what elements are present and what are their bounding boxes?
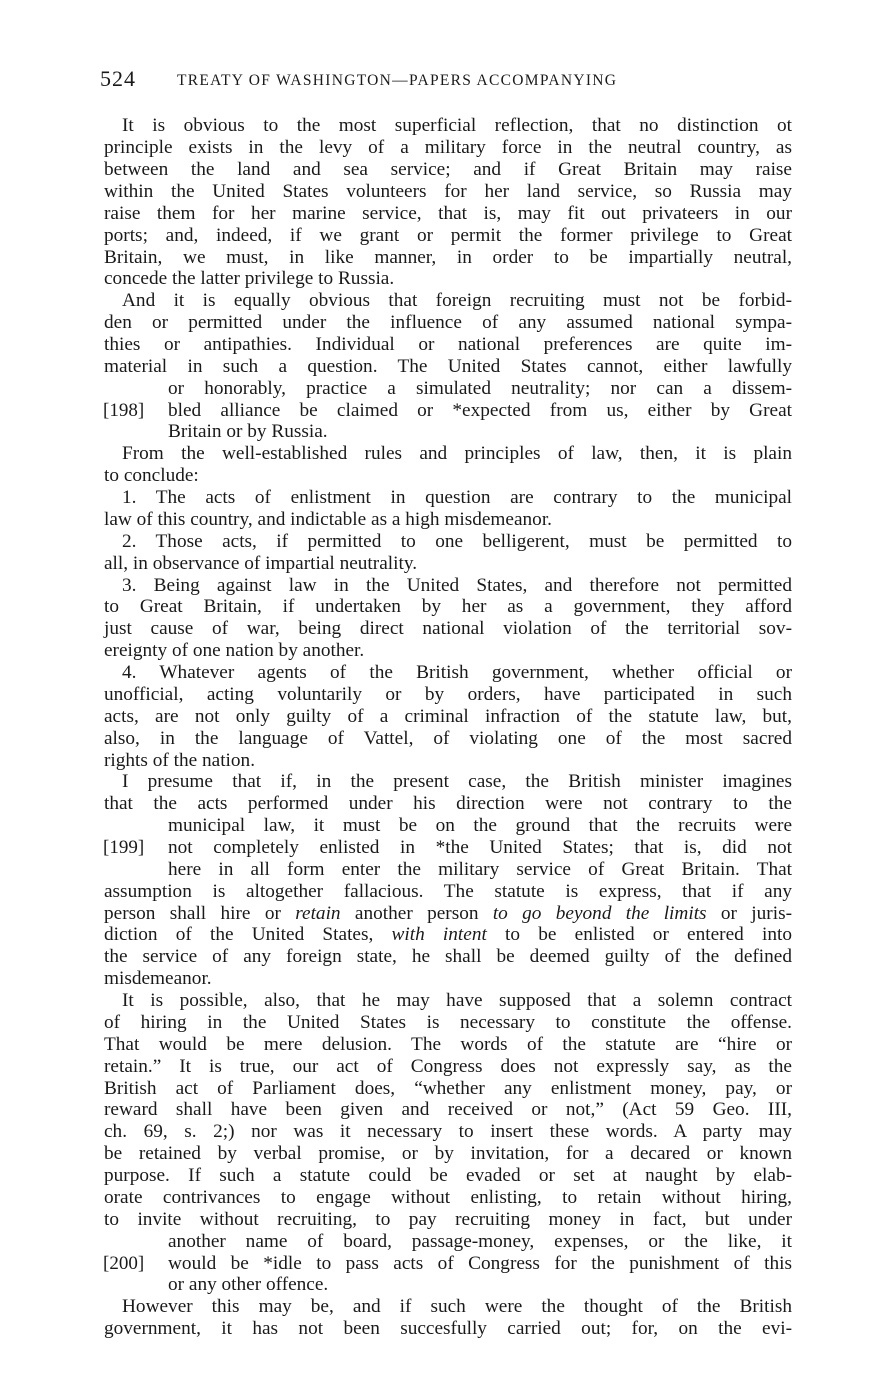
text-line: reward shall have been given and received or not,” (Act 59 Geo. III,	[104, 1099, 792, 1120]
text-line: government, it has not been succesfully carried out; for, on the evi-	[104, 1318, 792, 1339]
text-line: However this may be, and if such were the thought of the British	[122, 1296, 792, 1317]
text-line: assumption is altogether fallacious. The statute is express, that if any	[104, 881, 792, 902]
text-line: material in such a question. The United States cannot, either lawfully	[104, 356, 792, 377]
text-line: Britain, we must, in like manner, in order to be impartially neutral,	[104, 247, 792, 268]
text-line: I presume that if, in the present case, the British minister imagines	[122, 771, 792, 792]
text-line: Britain or by Russia.	[168, 421, 328, 442]
text-line: That would be mere delusion. The words of the statute are “hire or	[104, 1034, 792, 1055]
running-title: TREATY OF WASHINGTON—PAPERS ACCOMPANYING	[177, 72, 618, 89]
text-run: to be enlisted or entered into	[486, 924, 792, 945]
text-line: 1. The acts of enlistment in question are contrary to the municipal	[122, 487, 792, 508]
text-line: orate contrivances to engage without enlisting, to retain without hiring,	[104, 1187, 792, 1208]
text-line: of hiring in the United States is necessary to constitute the offense.	[104, 1012, 792, 1033]
text-line: that the acts performed under his direction were not contrary to the	[104, 793, 792, 814]
text-line: thies or antipathies. Individual or national preferences are quite im-	[104, 334, 792, 355]
text-line: retain.” It is true, our act of Congress does not expressly say, as the	[104, 1056, 792, 1077]
text-line: all, in observance of impartial neutrality.	[104, 553, 418, 574]
margin-page-reference: [198]	[103, 400, 145, 421]
text-line: within the United States volunteers for her land service, so Russia may	[104, 181, 792, 202]
italic-run: with intent	[391, 924, 487, 945]
text-line: municipal law, it must be on the ground that the recruits were	[168, 815, 792, 836]
text-line: principle exists in the levy of a military force in the neutral country, as	[104, 137, 792, 158]
text-line: purpose. If such a statute could be evaded or set at naught by elab-	[104, 1165, 792, 1186]
text-line: den or permitted under the influence of any assumed national sympa-	[104, 312, 792, 333]
margin-page-reference: [199]	[103, 837, 145, 858]
text-line: to Great Britain, if undertaken by her as a government, they afford	[104, 596, 792, 617]
text-run: or juris-	[706, 903, 793, 924]
text-line: unofficial, acting voluntarily or by orders, have participated in such	[104, 684, 792, 705]
text-line: And it is equally obvious that foreign recruiting must not be forbid-	[122, 290, 792, 311]
text-line: here in all form enter the military service of Great Britain. That	[168, 859, 792, 880]
text-line: raise them for her marine service, that is, may fit out privateers in our	[104, 203, 792, 224]
text-line: or any other offence.	[168, 1274, 329, 1295]
text-run: person shall hire or	[104, 903, 296, 924]
text-line: 3. Being against law in the United States, and therefore not permitted	[122, 575, 792, 596]
text-line: ereignty of one nation by another.	[104, 640, 365, 661]
text-line: concede the latter privilege to Russia.	[104, 268, 395, 289]
text-line: or honorably, practice a simulated neutrality; nor can a dissem-	[168, 378, 792, 399]
text-line: between the land and sea service; and if Great Britain may raise	[104, 159, 792, 180]
text-line: From the well-established rules and principles of law, then, it is plain	[122, 443, 792, 464]
text-run: another person	[340, 903, 493, 924]
text-line: misdemeanor.	[104, 968, 212, 989]
italic-run: to go beyond the limits	[492, 903, 707, 924]
text-line: to invite without recruiting, to pay recruiting money in fact, but under	[104, 1209, 792, 1230]
text-line: British act of Parliament does, “whether any enlistment money, pay, or	[104, 1078, 792, 1099]
text-line: acts, are not only guilty of a criminal infraction of the statute law, but,	[104, 706, 792, 727]
text-line: bled alliance be claimed or *expected from us, either by Great	[168, 400, 792, 421]
text-line: rights of the nation.	[104, 750, 256, 771]
text-line: law of this country, and indictable as a high misdemeanor.	[104, 509, 552, 530]
text-line: It is obvious to the most superficial reflection, that no distinction ot	[122, 115, 792, 136]
text-line: be retained by verbal promise, or by invitation, for a decared or known	[104, 1143, 792, 1164]
text-run: diction of the United States,	[104, 924, 392, 945]
text-line: another name of board, passage-money, expenses, or the like, it	[168, 1231, 792, 1252]
text-line: not completely enlisted in *the United States; that is, did not	[168, 837, 792, 858]
text-line: to conclude:	[104, 465, 199, 486]
text-line: 2. Those acts, if permitted to one belligerent, must be permitted to	[122, 531, 792, 552]
text-line: ports; and, indeed, if we grant or permit the former privilege to Great	[104, 225, 792, 246]
text-line: 4. Whatever agents of the British government, whether official or	[122, 662, 792, 683]
text-line: just cause of war, being direct national violation of the territorial sov-	[104, 618, 792, 639]
text-line	[104, 903, 792, 925]
page-header	[100, 66, 800, 96]
text-line: It is possible, also, that he may have supposed that a solemn contract	[122, 990, 792, 1011]
margin-page-reference: [200]	[103, 1253, 145, 1274]
text-line	[104, 924, 792, 946]
text-line: would be *idle to pass acts of Congress for the punishment of this	[168, 1253, 792, 1274]
text-line: also, in the language of Vattel, of violating one of the most sacred	[104, 728, 792, 749]
page-number: 524	[100, 66, 136, 91]
text-line: the service of any foreign state, he shall be deemed guilty of the defined	[104, 946, 792, 967]
italic-run: retain	[295, 903, 341, 924]
text-line: ch. 69, s. 2;) nor was it necessary to insert these words. A party may	[104, 1121, 792, 1142]
